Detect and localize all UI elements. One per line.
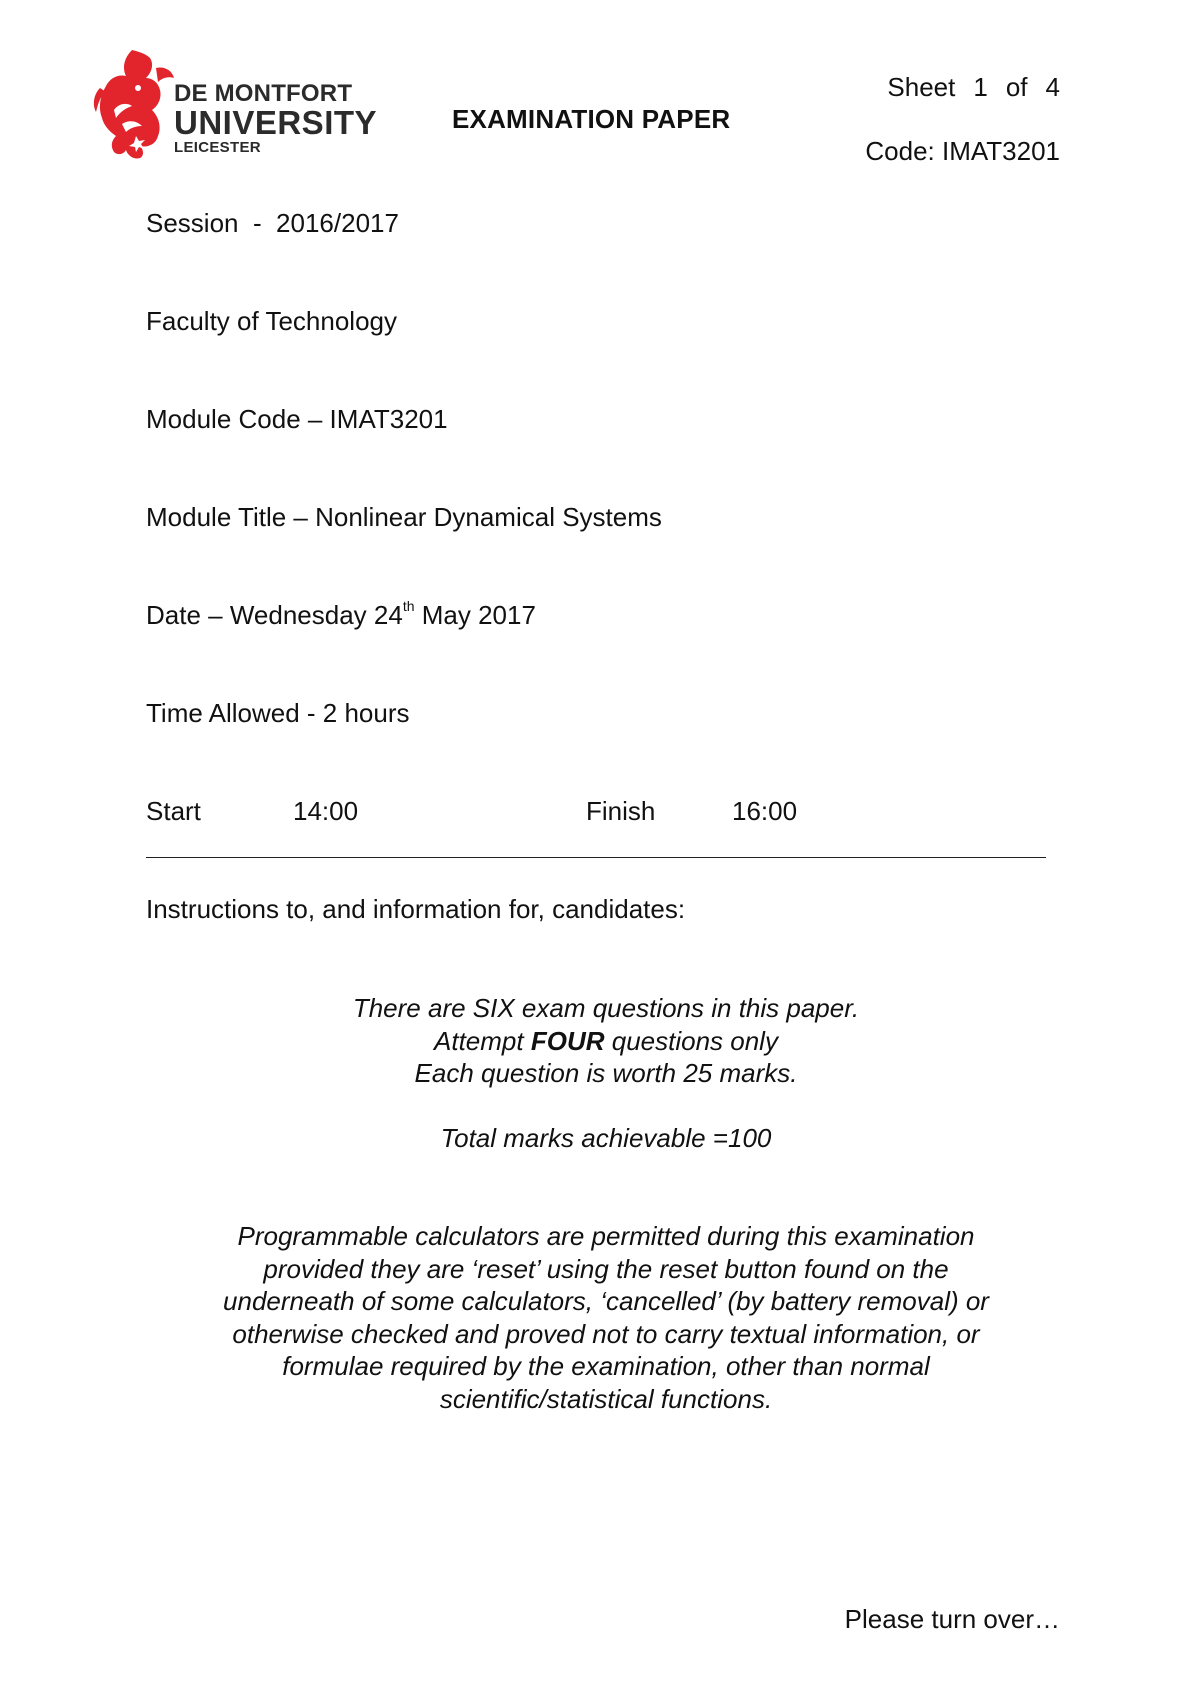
time-allowed-field: Time Allowed - 2 hours (146, 698, 410, 728)
date-rest: May 2017 (414, 600, 536, 630)
sheet-of: of (1005, 72, 1028, 102)
marks-per-question-line: Each question is worth 25 marks. (414, 1058, 798, 1088)
instructions-heading: Instructions to, and information for, candidates: (146, 894, 686, 924)
calculator-policy-line: formulae required by the examination, other than normal (282, 1351, 930, 1381)
attempt-count: FOUR (530, 1025, 605, 1056)
date-field (146, 600, 536, 631)
module-code-field: Module Code – IMAT3201 (146, 404, 448, 434)
calculator-policy (146, 1220, 1066, 1415)
calculator-policy-line: underneath of some calculators, ‘cancelled’ (by battery removal) or (223, 1286, 989, 1316)
calculator-policy-line: provided they are ‘reset’ using the reset button found on the (263, 1253, 949, 1284)
calculator-policy-line: Programmable calculators are permitted during this examination (237, 1221, 975, 1251)
timing-row (146, 796, 1046, 828)
sheet-indicator (887, 72, 1060, 103)
logo-wordmark (174, 82, 377, 155)
attempt-pre: Attempt (434, 1025, 531, 1056)
faculty-field: Faculty of Technology (146, 306, 397, 336)
finish-time: 16:00 (732, 796, 798, 826)
wyvern-icon (92, 48, 176, 168)
sheet-label: Sheet (887, 72, 956, 102)
finish-label: Finish (586, 796, 656, 826)
sheet-number: 1 (973, 72, 988, 102)
sheet-total: 4 (1045, 72, 1060, 102)
start-label: Start (146, 796, 201, 826)
logo-line-leicester: LEICESTER (174, 139, 261, 156)
date-ordinal: th (402, 598, 415, 614)
attempt-post: questions only (604, 1025, 778, 1056)
logo-line-de-montfort: DE MONTFORT (174, 80, 353, 107)
divider-line (146, 857, 1046, 858)
exam-title: EXAMINATION PAPER (452, 104, 731, 134)
logo-line-university: UNIVERSITY (174, 104, 378, 141)
turn-over-note: Please turn over… (844, 1604, 1060, 1634)
calculator-policy-line: scientific/statistical functions. (439, 1383, 773, 1414)
module-title-field: Module Title – Nonlinear Dynamical Systems (146, 502, 662, 532)
paper-code: Code: IMAT3201 (865, 136, 1060, 166)
date-prefix: Date – Wednesday 24 (146, 600, 403, 630)
university-logo (92, 48, 382, 168)
total-marks-line: Total marks achievable =100 (440, 1123, 772, 1153)
start-time: 14:00 (293, 796, 359, 826)
questions-count-line: There are SIX exam questions in this paper. (352, 993, 860, 1023)
session-field: Session - 2016/2017 (146, 208, 399, 238)
attempt-line (146, 1025, 1066, 1058)
calculator-policy-line: otherwise checked and proved not to carry textual information, or (232, 1318, 980, 1349)
question-info (146, 992, 1066, 1090)
